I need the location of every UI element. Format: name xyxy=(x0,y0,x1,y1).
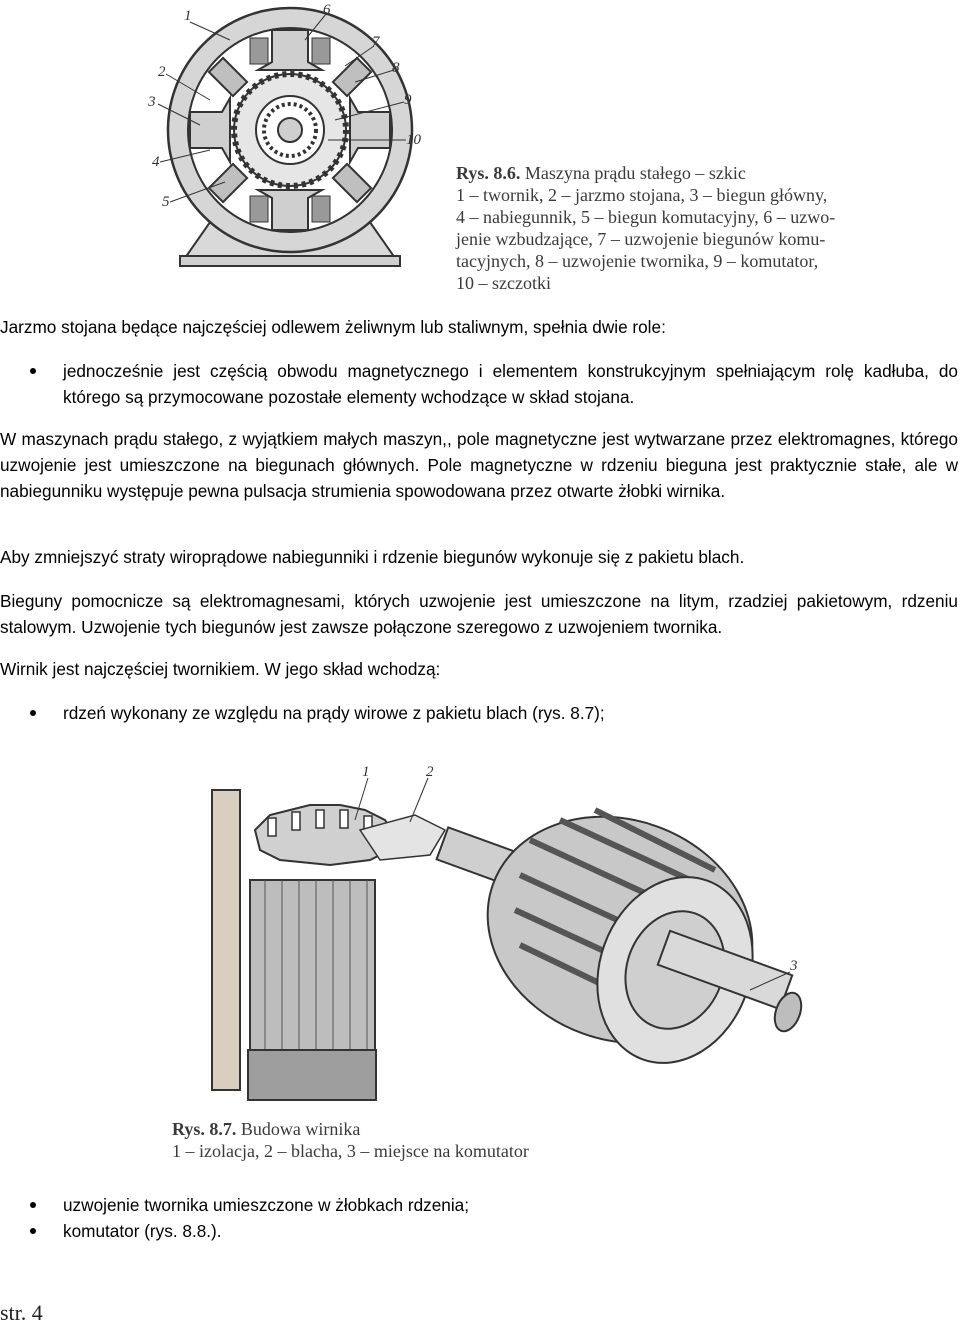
paragraph-yoke-roles: Jarzmo stojana będące najczęściej odlewem żeliwnym lub staliwnym, spełnia dwie role: xyxy=(0,317,666,337)
bullet-icon xyxy=(30,368,36,374)
fig86-caption-line-5: tacyjnych, 8 – uzwojenie twornika, 9 – komutator, xyxy=(456,251,819,271)
fig86-label-1: 1 xyxy=(184,8,192,24)
fig86-label-6: 6 xyxy=(323,2,331,18)
bullet-icon xyxy=(30,710,36,716)
fig87-caption-line-2: 1 – izolacja, 2 – blacha, 3 – miejsce na komutator xyxy=(172,1141,529,1161)
fig86-caption-line-3: 4 – nabiegunnik, 5 – biegun komutacyjny, 6 – uzwo- xyxy=(456,207,836,227)
list-item xyxy=(0,700,958,726)
fig86-caption-line-1: Maszyna prądu stałego – szkic xyxy=(524,163,746,183)
fig86-caption-line-4: jenie wzbudzające, 7 – uzwojenie biegunów komu- xyxy=(456,229,826,249)
fig86-label-7: 7 xyxy=(372,34,380,50)
paragraph-magnetic-field: W maszynach prądu stałego, z wyjątkiem małych maszyn,, pole magnetyczne jest wytwarzane przez elektromagnes, którego uzwojenie jest umieszczone na biegunach głównych. Pole magnetyczne w rdzeniu bieguna jest praktycznie stałe, ale w nabiegunniku występuje pewna pulsacja strumienia spowodowana przez otwarte żłobki wirnika. xyxy=(0,429,958,501)
paragraph-eddy-losses: Aby zmniejszyć straty wiroprądowe nabiegunniki i rdzenie biegunów wykonuje się z pakietu blach. xyxy=(0,547,745,567)
fig86-caption-title: Rys. 8.6. xyxy=(456,163,521,183)
paragraph-rotor: Wirnik jest najczęściej twornikiem. W jego skład wchodzą: xyxy=(0,659,441,679)
fig87-label-3: 3 xyxy=(790,958,798,974)
fig86-caption xyxy=(456,162,836,294)
bullet-icon xyxy=(30,1228,36,1234)
fig86-label-2: 2 xyxy=(158,64,166,80)
fig86-caption-line-6: 10 – szczotki xyxy=(456,273,551,293)
list-item-text: uzwojenie twornika umieszczone w żłobkach rdzenia; xyxy=(63,1195,470,1215)
list-item xyxy=(0,1192,958,1218)
dc-machine-sketch-figure xyxy=(130,0,450,290)
fig86-label-3: 3 xyxy=(148,94,156,110)
list-item xyxy=(0,358,958,410)
list-item xyxy=(0,1218,958,1244)
fig87-caption-rest: Budowa wirnika xyxy=(240,1119,361,1139)
page-number: str. 4 xyxy=(0,1300,43,1325)
fig87-label-2: 2 xyxy=(426,764,434,780)
fig87-caption xyxy=(172,1118,592,1162)
rotor-construction-figure xyxy=(200,760,820,1110)
fig87-label-1: 1 xyxy=(362,764,370,780)
fig86-caption-line-2: 1 – twornik, 2 – jarzmo stojana, 3 – biegun główny, xyxy=(456,185,828,205)
bullet-icon xyxy=(30,1202,36,1208)
list-item-text: komutator (rys. 8.8.). xyxy=(63,1221,222,1241)
fig86-label-8: 8 xyxy=(392,60,400,76)
fig87-caption-title: Rys. 8.7. xyxy=(172,1119,237,1139)
fig86-label-4: 4 xyxy=(152,154,160,170)
list-item-text: rdzeń wykonany ze względu na prądy wirowe z pakietu blach (rys. 8.7); xyxy=(63,703,605,723)
list-item-text: jednocześnie jest częścią obwodu magnetycznego i elementem konstrukcyjnym spełniającym rolę kadłuba, do którego są przymocowane pozostałe elementy wchodzące w skład stojana. xyxy=(63,361,958,407)
fig86-label-10: 10 xyxy=(406,132,421,148)
paragraph-auxiliary-poles: Bieguny pomocnicze są elektromagnesami, których uzwojenie jest umieszczone na litym, rzadziej pakietowym, rdzeniu stalowym. Uzwojenie tych biegunów jest zawsze połączone szeregowo z uzwojeniem twornika. xyxy=(0,591,958,637)
fig86-label-5: 5 xyxy=(162,194,170,210)
fig86-label-9: 9 xyxy=(404,92,412,108)
